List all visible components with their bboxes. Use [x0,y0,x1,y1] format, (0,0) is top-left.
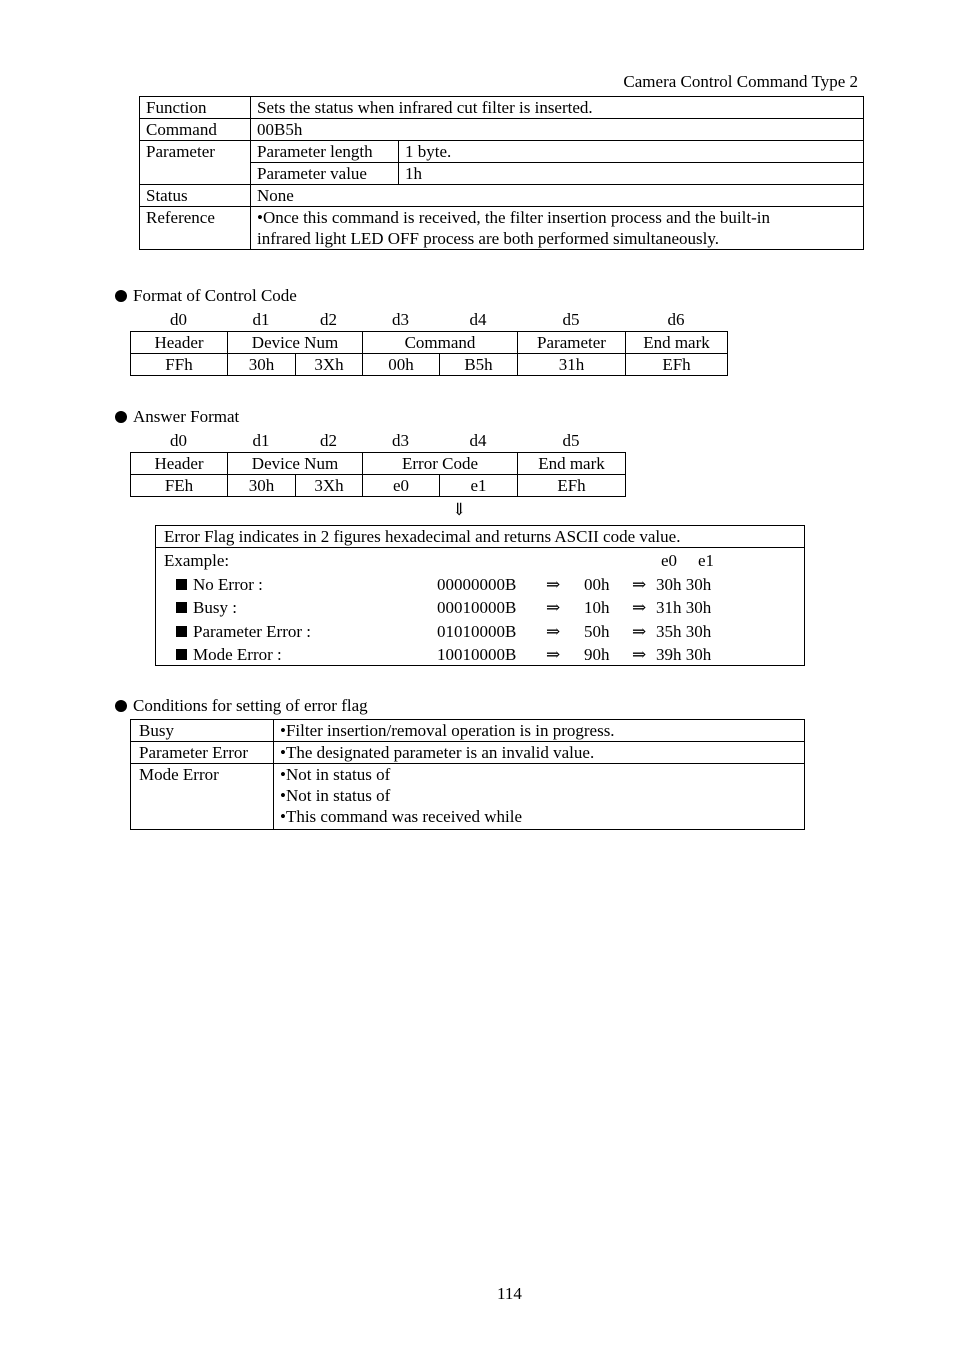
right-arrow-icon: ⇒ [632,598,647,617]
byte-label-d6: d6 [667,310,685,329]
cc-value-d5: 31h [518,354,626,376]
condition-text-busy: •Filter insertion/removal operation is in progress. [274,720,805,742]
command-label: Command [140,119,251,141]
conditions-table [130,719,805,830]
command-spec-table [139,96,864,250]
param-value-label: Parameter value [251,163,399,185]
cc-header-parameter: Parameter [518,332,626,354]
byte-label-d4: d4 [469,310,487,329]
right-arrow-icon: ⇒ [546,622,561,641]
cc-value-d0: FFh [131,354,228,376]
error-hex: 10h [584,598,610,617]
error-hex: 00h [584,575,610,594]
error-name: Parameter Error : [193,622,311,641]
control-code-value-row [131,354,728,376]
error-ascii: 30h 30h [656,575,712,594]
error-name: Mode Error : [193,645,282,664]
square-bullet-icon [176,602,187,613]
cc-header-end-mark: End mark [626,332,728,354]
square-bullet-icon [176,649,187,660]
condition-text-parameter-error: •The designated parameter is an invalid value. [274,742,805,764]
right-arrow-icon: ⇒ [546,575,561,594]
condition-row-parameter-error [131,742,805,764]
command-row [140,119,864,141]
af-value-d1: 30h [228,475,296,497]
command-value: 00B5h [251,119,864,141]
error-row-parameter-error [156,621,804,642]
error-ascii: 39h 30h [656,645,712,664]
answer-header-row [131,453,626,475]
cc-value-d1: 30h [228,354,296,376]
answer-format-heading-text: Answer Format [133,407,240,426]
right-arrow-icon: ⇒ [546,645,561,664]
cc-header-header: Header [131,332,228,354]
error-binary: 10010000B [437,645,517,664]
square-bullet-icon [176,626,187,637]
af-value-d5: EFh [518,475,626,497]
mode-error-line-3: •This command was received while [280,807,522,826]
af-value-d4: e1 [440,475,518,497]
error-hex: 90h [584,645,610,664]
right-arrow-icon: ⇒ [546,598,561,617]
error-name: Busy : [193,598,237,617]
mode-error-line-1: •Not in status of [280,765,391,784]
page-header-title: Camera Control Command Type 2 [623,72,858,91]
down-arrow-icon: ⇓ [452,500,467,519]
conditions-heading-text: Conditions for setting of error flag [133,696,368,715]
example-label: Example: [164,551,230,570]
parameter-length-row [140,141,864,163]
error-flag-box [155,525,805,666]
error-name: No Error : [193,575,263,594]
answer-label-d0: d0 [170,431,187,450]
col-e1-label: e1 [698,551,715,570]
answer-label-d3: d3 [392,431,409,450]
af-header-error-code: Error Code [363,453,518,475]
condition-row-mode-error [131,764,805,830]
control-code-table [130,331,728,376]
control-code-heading-text: Format of Control Code [133,286,297,305]
function-value: Sets the status when infrared cut filter is inserted. [251,97,864,119]
right-arrow-icon: ⇒ [632,622,647,641]
af-value-d0: FEh [131,475,228,497]
cc-value-d4: B5h [440,354,518,376]
answer-value-row [131,475,626,497]
byte-label-d0: d0 [170,310,187,329]
error-row-mode-error [156,644,804,665]
answer-label-d1: d1 [252,431,270,450]
status-value: None [251,185,864,207]
reference-value [251,207,864,250]
param-length-value: 1 byte. [399,141,864,163]
control-code-header-row [131,332,728,354]
param-value-value: 1h [399,163,864,185]
af-value-d2: 3Xh [296,475,363,497]
answer-label-d2: d2 [320,431,337,450]
reference-line-2: infrared light LED OFF process are both performed simultaneously. [257,229,720,248]
bullet-icon [115,700,127,712]
function-label: Function [140,97,251,119]
param-length-label: Parameter length [251,141,399,163]
af-header-end-mark: End mark [518,453,626,475]
error-binary: 01010000B [437,622,517,641]
condition-text-mode-error [274,764,805,830]
condition-label-mode-error: Mode Error [131,764,274,830]
af-header-header: Header [131,453,228,475]
reference-row [140,207,864,250]
square-bullet-icon [176,579,187,590]
answer-format-heading [115,406,239,427]
page-number: 114 [497,1284,522,1303]
answer-label-d4: d4 [469,431,487,450]
condition-row-busy [131,720,805,742]
bullet-icon [115,411,127,423]
error-binary: 00010000B [437,598,517,617]
byte-label-d1: d1 [252,310,270,329]
byte-label-d3: d3 [392,310,409,329]
cc-header-command: Command [363,332,518,354]
af-header-device-num: Device Num [228,453,363,475]
error-ascii: 31h 30h [656,598,712,617]
status-label: Status [140,185,251,207]
right-arrow-icon: ⇒ [632,645,647,664]
error-row-no-error [156,574,804,595]
cc-value-d3: 00h [363,354,440,376]
reference-line-1: •Once this command is received, the filter insertion process and the built-in [257,208,770,227]
condition-label-busy: Busy [131,720,274,742]
status-row [140,185,864,207]
byte-label-d2: d2 [320,310,337,329]
parameter-label: Parameter [140,141,251,185]
bullet-icon [115,290,127,302]
af-value-d3: e0 [363,475,440,497]
byte-label-d5: d5 [562,310,580,329]
cc-header-device-num: Device Num [228,332,363,354]
cc-value-d2: 3Xh [296,354,363,376]
error-ascii: 35h 30h [656,622,712,641]
reference-label: Reference [140,207,251,250]
control-code-heading [115,285,297,306]
error-row-busy [156,597,804,618]
error-binary: 00000000B [437,575,517,594]
answer-label-d5: d5 [562,431,580,450]
error-flag-intro: Error Flag indicates in 2 figures hexadecimal and returns ASCII code value. [156,526,804,548]
cc-value-d6: EFh [626,354,728,376]
answer-format-table [130,452,626,497]
condition-label-parameter-error: Parameter Error [131,742,274,764]
col-e0-label: e0 [661,551,678,570]
function-row [140,97,864,119]
conditions-heading [115,695,368,716]
mode-error-line-2: •Not in status of [280,786,391,805]
right-arrow-icon: ⇒ [632,575,647,594]
error-hex: 50h [584,622,610,641]
